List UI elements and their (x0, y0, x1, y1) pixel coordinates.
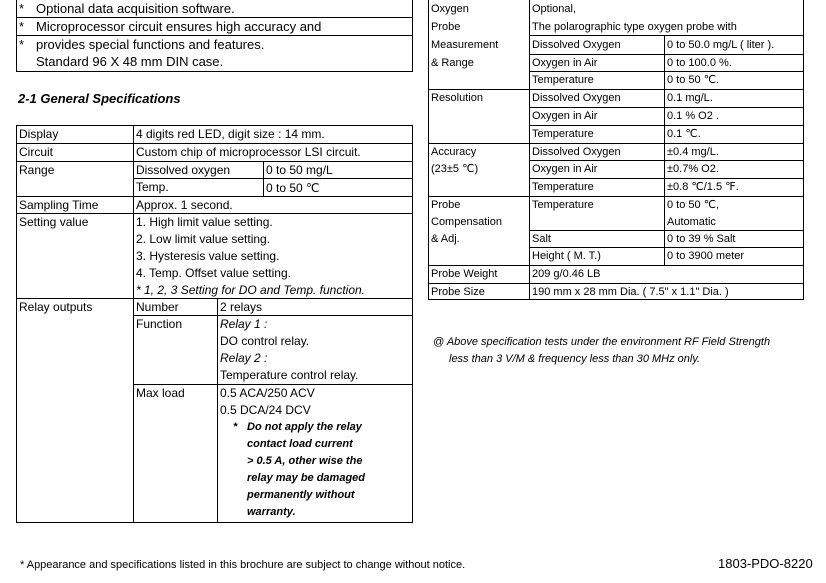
divider (428, 265, 804, 266)
probe-label: Probe Weight (431, 268, 498, 280)
spec-label: Relay outputs (19, 300, 93, 314)
probe-label: & Adj. (431, 233, 460, 245)
setting-line: 2. Low limit value setting. (136, 232, 271, 246)
probe-value: The polarographic type oxygen probe with (532, 21, 737, 33)
comp-value: Automatic (667, 216, 716, 228)
probe-label: Oxygen (431, 3, 469, 15)
setting-line: 4. Temp. Offset value setting. (136, 266, 291, 280)
feature-text: Optional data acquisition software. (36, 1, 235, 16)
probe-label: Measurement (431, 39, 499, 51)
maxload-label: Max load (136, 386, 185, 400)
acc-value: ±0.7% O2. (667, 163, 719, 175)
divider (428, 283, 804, 284)
divider (16, 161, 413, 162)
maxload-dc: 0.5 DCA/24 DCV (220, 403, 311, 417)
probe-label: Compensation (431, 216, 502, 228)
range-value: 0 to 50 ℃ (266, 181, 320, 195)
res-name: Temperature (532, 128, 594, 140)
feature-text: provides special functions and features. (36, 37, 265, 52)
divider (217, 298, 218, 523)
divider (16, 298, 413, 299)
divider (16, 213, 413, 214)
relay2-desc: Temperature control relay. (220, 368, 359, 382)
spec-label: Sampling Time (19, 198, 99, 212)
section-title: 2-1 General Specifications (18, 91, 181, 106)
meas-name: Oxygen in Air (532, 57, 598, 69)
relay2-title: Relay 2 : (220, 351, 268, 365)
relay-number-value: 2 relays (220, 300, 263, 314)
meas-value: 0 to 50 ℃. (667, 74, 720, 86)
maxload-ac: 0.5 ACA/250 ACV (220, 386, 315, 400)
feature-bullet: * (19, 37, 25, 52)
acc-value: ±0.4 mg/L. (667, 146, 719, 158)
res-name: Oxygen in Air (532, 110, 598, 122)
probe-label: (23±5 ℃) (431, 163, 479, 175)
divider (428, 89, 804, 90)
relay1-title: Relay 1 : (220, 317, 268, 331)
comp-name: Height ( M. T.) (532, 250, 601, 262)
res-value: 0.1 mg/L. (667, 92, 713, 104)
divider (529, 247, 804, 248)
probe-label: Probe (431, 21, 461, 33)
probe-label: Resolution (431, 92, 483, 104)
divider (16, 143, 413, 144)
acc-name: Dissolved Oxygen (532, 146, 621, 158)
warning-line: warranty. (247, 506, 296, 518)
probe-label: Accuracy (431, 146, 477, 158)
setting-note: * 1, 2, 3 Setting for DO and Temp. function. (136, 283, 366, 297)
setting-line: 1. High limit value setting. (136, 215, 273, 229)
spec-label: Range (19, 163, 55, 177)
meas-name: Temperature (532, 74, 594, 86)
feature-bullet: * (19, 1, 25, 16)
comp-name: Salt (532, 233, 551, 245)
divider (16, 35, 413, 36)
divider (529, 71, 804, 72)
divider (529, 125, 804, 126)
divider (263, 161, 264, 196)
meas-name: Dissolved Oxygen (532, 39, 621, 51)
feature-text: Microprocessor circuit ensures high accuracy and (36, 19, 322, 34)
spec-note: less than 3 V/M & frequency less than 30 MHz only. (449, 353, 701, 365)
range-name: Temp. (136, 180, 169, 194)
probe-label: Probe Size (431, 286, 485, 298)
divider (529, 35, 804, 36)
range-value: 0 to 50 mg/L (266, 163, 333, 177)
comp-value: 0 to 50 ℃, (667, 199, 720, 211)
acc-value: ±0.8 ℃/1.5 ℉. (667, 181, 739, 193)
footer-disclaimer: * Appearance and specifications listed in this brochure are subject to change without notice. (20, 559, 466, 571)
res-value: 0.1 % O2 . (667, 110, 719, 122)
spec-value: Approx. 1 second. (136, 198, 233, 212)
relay-function-label: Function (136, 317, 183, 331)
spec-label: Circuit (19, 145, 54, 159)
comp-name: Temperature (532, 199, 594, 211)
warning-line: contact load current (247, 438, 353, 450)
relay1-desc: DO control relay. (220, 334, 310, 348)
divider (529, 160, 804, 161)
meas-value: 0 to 50.0 mg/L ( liter ). (667, 39, 775, 51)
res-name: Dissolved Oxygen (532, 92, 621, 104)
divider (133, 178, 413, 179)
weight-value: 209 g/0.46 LB (532, 268, 601, 280)
spec-value: Custom chip of microprocessor LSI circuit. (136, 145, 361, 159)
divider (16, 17, 413, 18)
warning-line: Do not apply the relay (247, 421, 362, 433)
spec-label: Setting value (19, 215, 89, 229)
divider (529, 107, 804, 108)
spec-value: 4 digits red LED, digit size : 14 mm. (136, 127, 325, 141)
meas-value: 0 to 100.0 %. (667, 57, 732, 69)
spec-label: Display (19, 127, 59, 141)
divider (529, 178, 804, 179)
spec-note: @ Above specification tests under the environment RF Field Strength (433, 336, 771, 348)
divider (428, 143, 804, 144)
res-value: 0.1 ℃. (667, 128, 701, 140)
setting-line: 3. Hysteresis value setting. (136, 249, 280, 263)
divider (529, 54, 804, 55)
feature-text: Standard 96 X 48 mm DIN case. (36, 54, 224, 69)
probe-label: & Range (431, 57, 474, 69)
divider (529, 0, 530, 300)
size-value: 190 mm x 28 mm Dia. ( 7.5" x 1.1" Dia. ) (532, 286, 729, 298)
relay-number-label: Number (136, 300, 179, 314)
probe-value: Optional, (532, 3, 577, 15)
range-name: Dissolved oxygen (136, 163, 231, 177)
divider (133, 125, 134, 523)
comp-value: 0 to 3900 meter (667, 250, 745, 262)
warning-line: relay may be damaged (247, 472, 366, 484)
document-code: 1803-PDO-8220 (718, 556, 813, 571)
feature-bullet: * (19, 19, 25, 34)
warning-bullet: * (233, 421, 238, 433)
divider (16, 196, 413, 197)
warning-line: permanently without (247, 489, 355, 501)
divider (133, 315, 413, 316)
comp-value: 0 to 39 % Salt (667, 233, 736, 245)
divider (529, 230, 804, 231)
divider (133, 384, 413, 385)
warning-line: > 0.5 A, other wise the (247, 455, 363, 467)
acc-name: Oxygen in Air (532, 163, 598, 175)
probe-label: Probe (431, 199, 461, 211)
acc-name: Temperature (532, 181, 594, 193)
divider (428, 196, 804, 197)
